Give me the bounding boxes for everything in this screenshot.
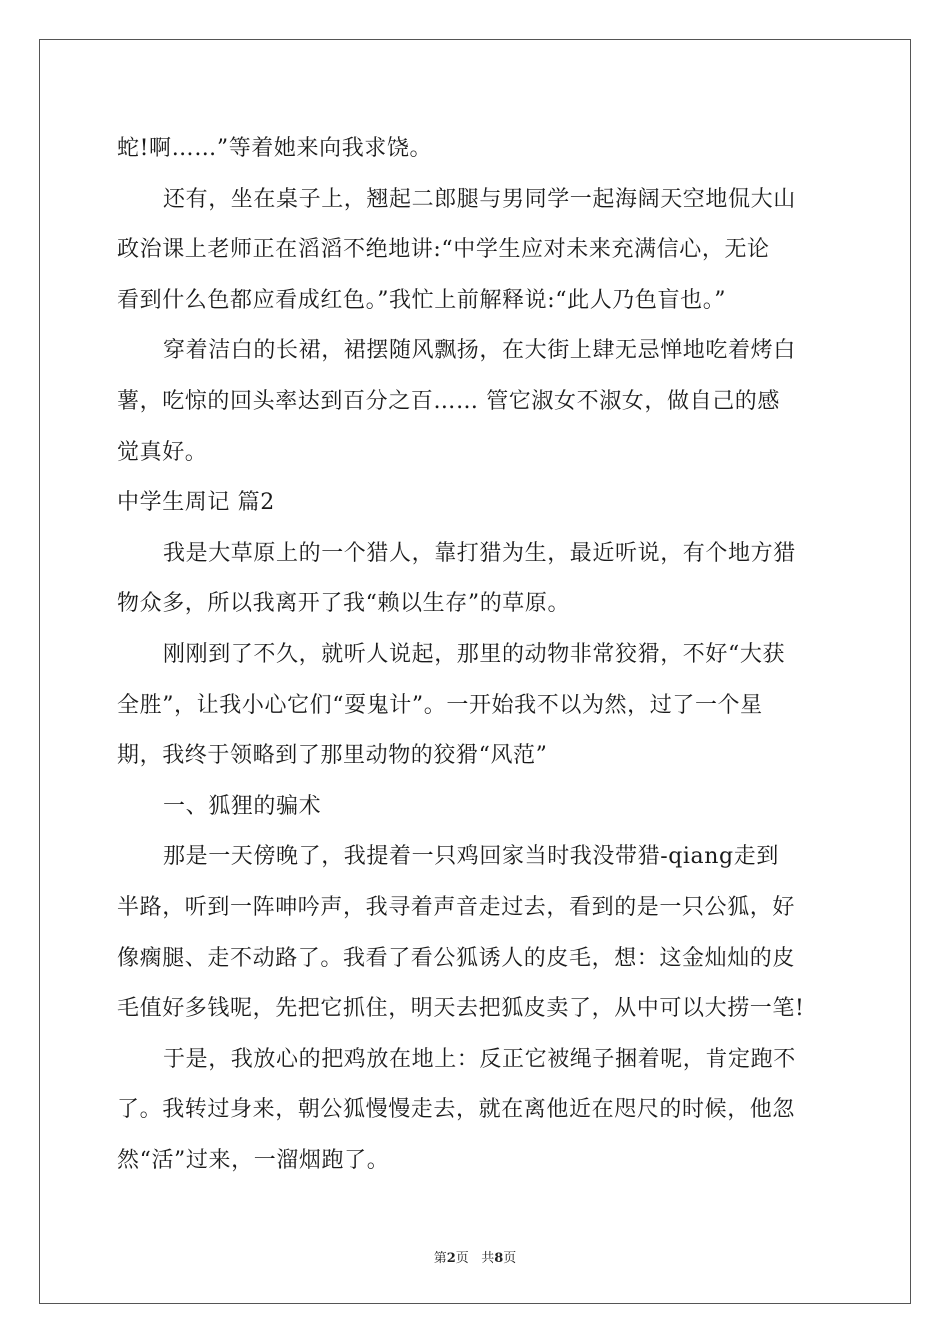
text-line: 蛇!啊……”等着她来向我求饶。 [117,136,433,161]
text-line: 看到什么色都应看成红色。”我忙上前解释说:“此人乃色盲也。” [117,287,727,313]
page-prefix: 第 [433,1251,447,1266]
subsection-heading: 一、狐狸的骗术 [163,793,322,819]
text-line: 那是一天傍晚了，我提着一只鸡回家当时我没带猎-qiang走到 [163,844,779,870]
text-line: 刚刚到了不久，就听人说起，那里的动物非常狡猾，不好“大获 [163,641,786,667]
text-line: 还有，坐在桌子上，翘起二郎腿与男同学一起海阔天空地侃大山 [163,186,796,212]
text-line: 物众多，所以我离开了我“赖以生存”的草原。 [117,591,571,617]
document-body [117,124,837,1186]
text-line: 像瘸腿、走不动路了。我看了看公狐诱人的皮毛，想：这金灿灿的皮 [117,945,796,971]
text-line: 我是大草原上的一个猎人，靠打猎为生，最近听说，有个地方猎 [163,540,796,566]
total-prefix: 共 [481,1251,495,1266]
text-line: 了。我转过身来，朝公狐慢慢走去，就在离他近在咫尺的时候，他忽 [117,1097,796,1123]
text-line: 政治课上老师正在滔滔不绝地讲:“中学生应对未来充满信心，无论 [117,237,770,263]
text-line: 觉真好。 [117,439,208,465]
page-footer [0,1247,950,1266]
page-number: 2 [446,1251,456,1266]
section-heading: 中学生周记 篇2 [117,490,275,516]
text-line: 穿着洁白的长裙，裙摆随风飘扬，在大街上肆无忌惮地吃着烤白 [163,338,796,364]
text-line: 于是，我放心的把鸡放在地上：反正它被绳子捆着呢，肯定跑不 [163,1046,796,1072]
page-suffix: 页 [455,1251,469,1266]
text-line: 期，我终于领略到了那里动物的狡猾“风范” [117,743,548,769]
total-pages: 8 [494,1251,504,1266]
text-line: 毛值好多钱呢，先把它抓住，明天去把狐皮卖了，从中可以大捞一笔! [117,996,805,1022]
total-suffix: 页 [503,1251,517,1266]
text-line: 半路，听到一阵呻吟声，我寻着声音走过去，看到的是一只公狐，好 [117,894,796,920]
text-line: 薯，吃惊的回头率达到百分之百…… 管它淑女不淑女，做自己的感 [117,388,780,414]
text-line: 然“活”过来，一溜烟跑了。 [117,1147,390,1173]
text-line: 全胜”，让我小心它们“耍鬼计”。一开始我不以为然，过了一个星 [117,692,763,718]
